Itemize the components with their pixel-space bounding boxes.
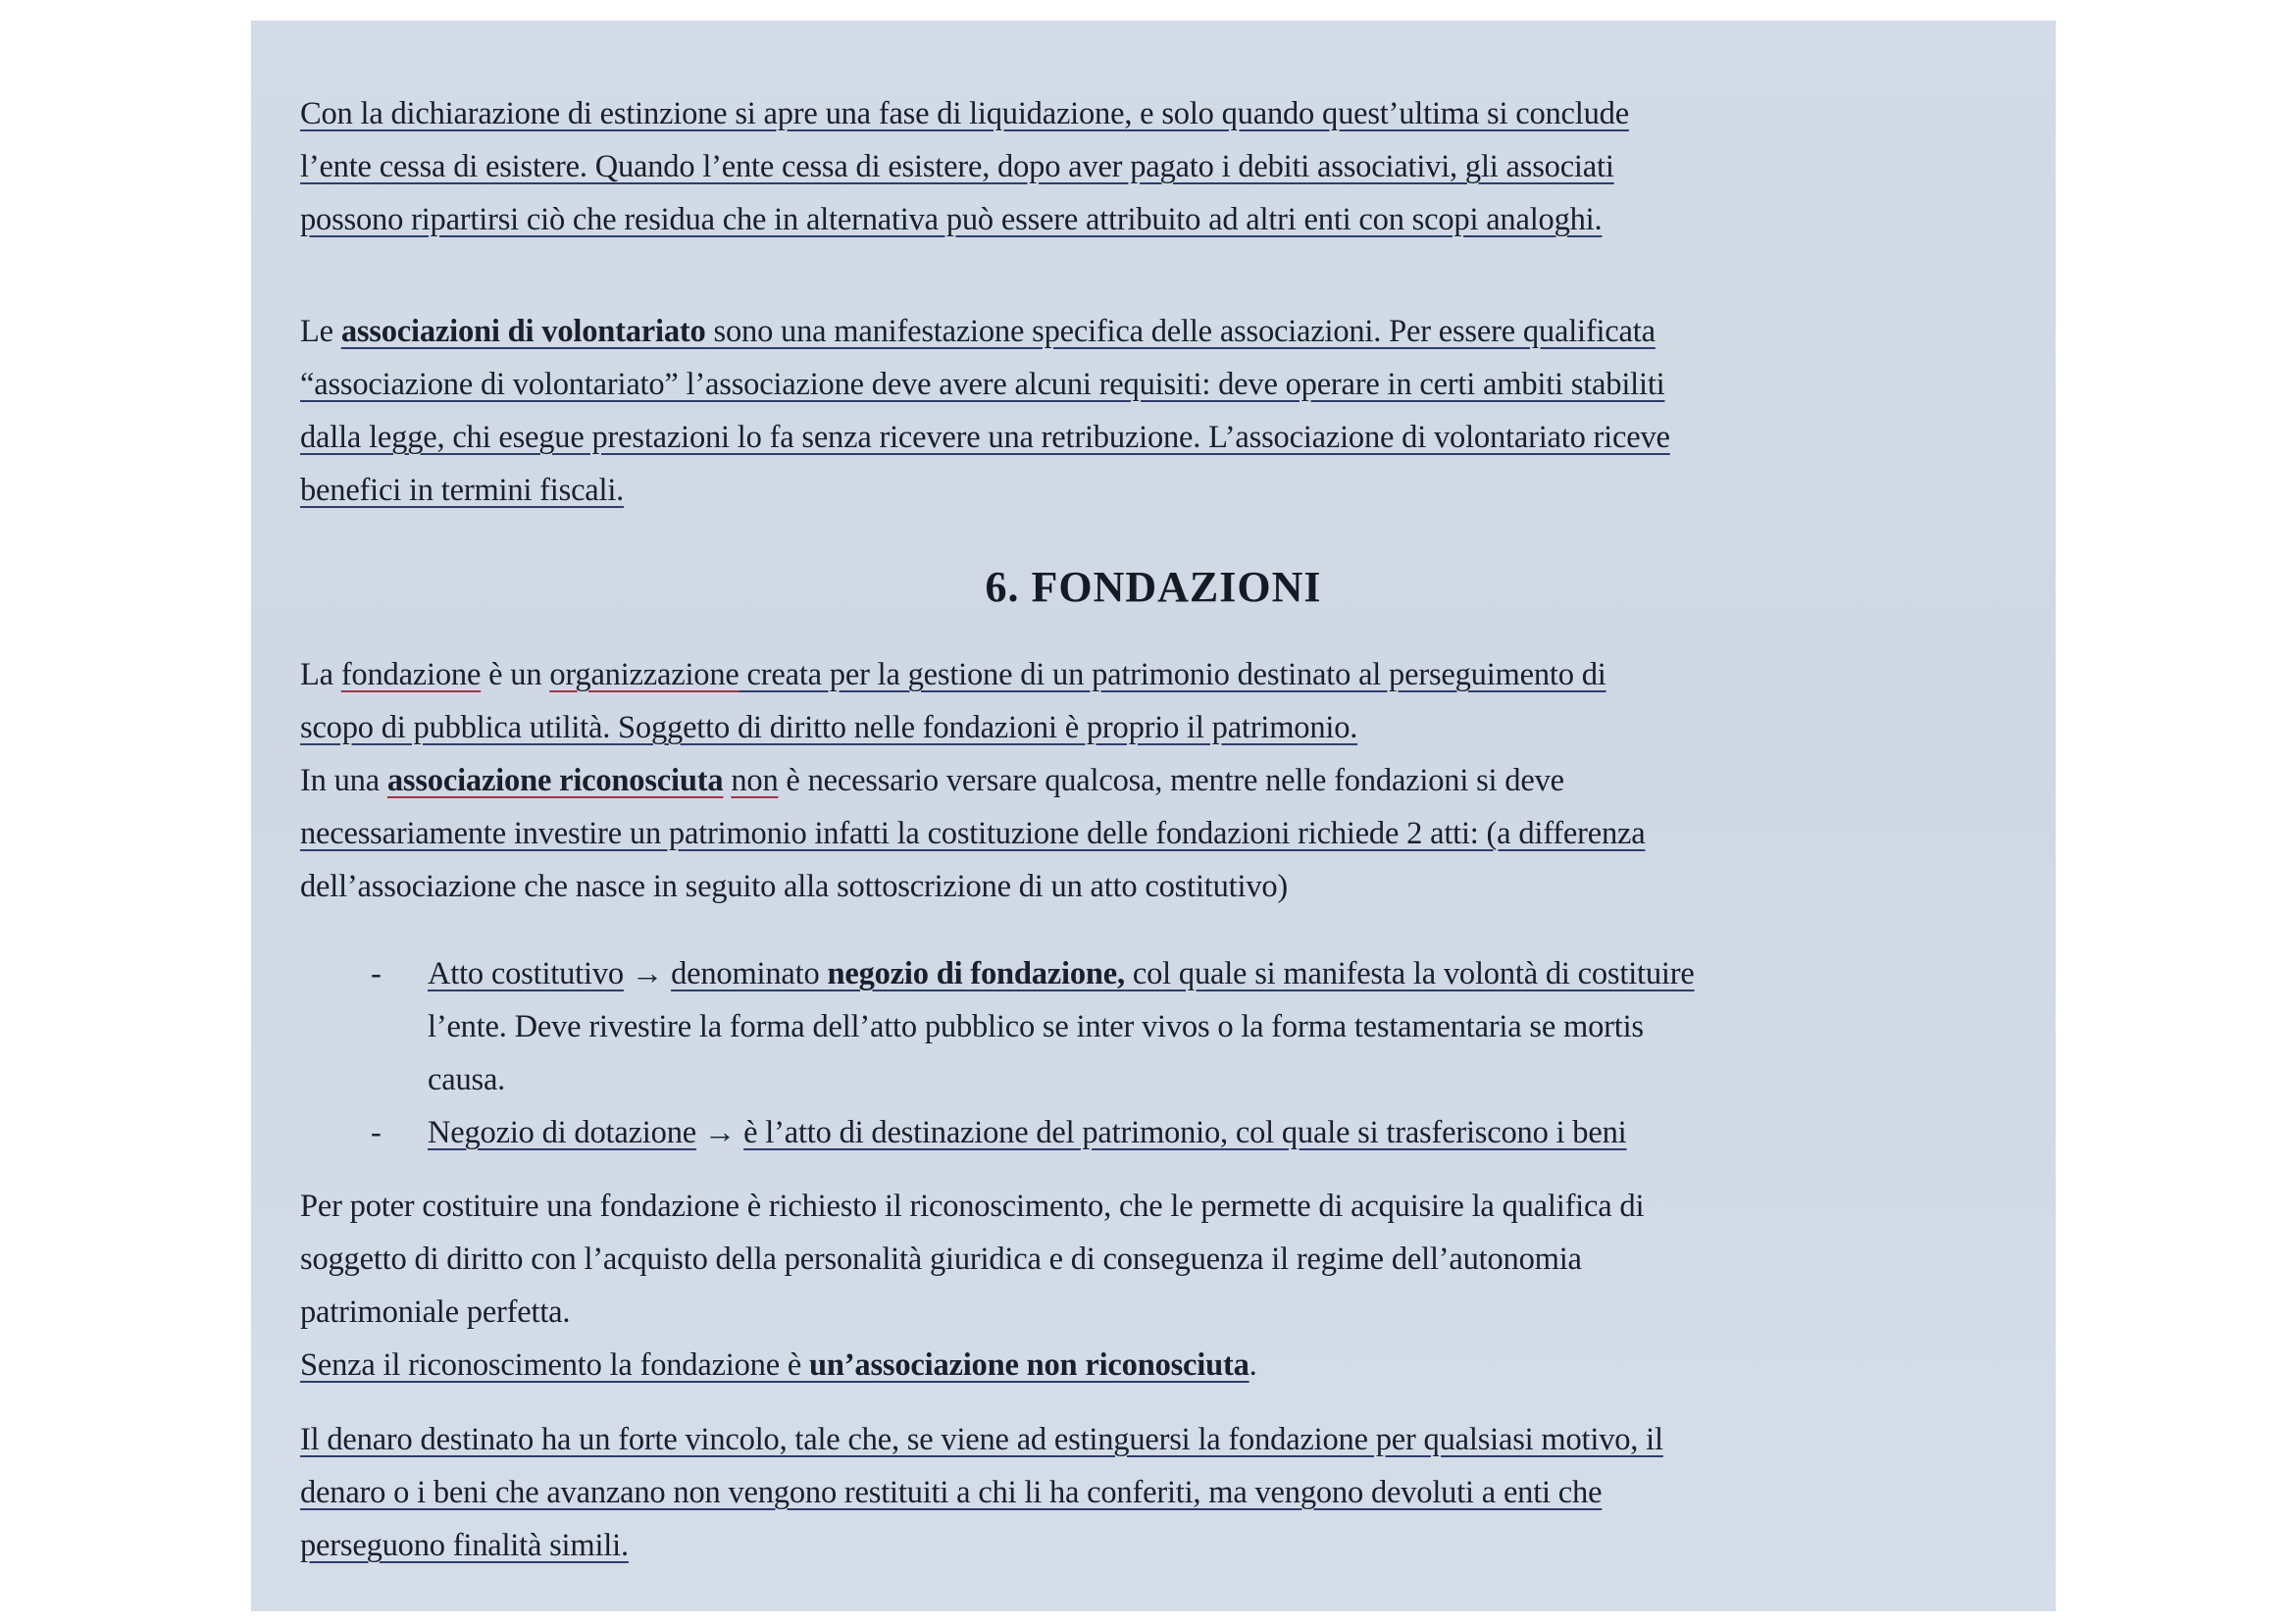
text-line: “associazione di volontariato” l’associazione deve avere alcuni requisiti: deve operare in certi ambiti stabiliti (300, 367, 1665, 402)
bold-term-associazioni-volontariato: associazioni di volontariato (340, 314, 706, 349)
text-line: Con la dichiarazione di estinzione si apre una fase di liquidazione, e solo quando quest’ultima si conclude (300, 96, 1629, 131)
bold-term-associazione-non-riconosciuta: un’associazione non riconosciuta (809, 1347, 1249, 1383)
paragraph-volontariato (300, 305, 2036, 517)
text-line: Per poter costituire una fondazione è richiesto il riconoscimento, che le permette di acquisire la qualifica di (300, 1189, 1645, 1224)
text-line: benefici in termini fiscali. (300, 473, 625, 508)
text-line: soggetto di diritto con l’acquisto della personalità giuridica e di conseguenza il regime dell’autonomia (300, 1242, 1582, 1277)
text-span: Senza il riconoscimento la fondazione è (300, 1347, 810, 1383)
text-span: è l’atto di destinazione del patrimonio, col quale si trasferiscono i beni (743, 1115, 1627, 1150)
text-span: Negozio di dotazione (428, 1115, 696, 1150)
scanned-page (251, 21, 2056, 1611)
underlined-term-non: non (731, 763, 779, 798)
text-line: necessariamente investire un patrimonio infatti la costituzione delle fondazioni richiede 2 atti: (a differenza (300, 816, 1646, 851)
list-item (300, 947, 2036, 1106)
text-line (300, 305, 2036, 358)
arrow-icon: → (695, 1115, 744, 1150)
arrow-icon: → (623, 956, 672, 991)
bold-term-associazione-riconosciuta: associazione riconosciuta (386, 763, 724, 798)
section-heading: 6. FONDAZIONI (985, 563, 1322, 611)
text-line: possono ripartirsi ciò che residua che in alternativa può essere attribuito ad altri enti con scopi analoghi. (300, 202, 1603, 237)
text-line: dell’associazione che nasce in seguito alla sottoscrizione di un atto costitutivo) (300, 869, 1289, 904)
text-line (300, 754, 2036, 807)
text-line: l’ente. Deve rivestire la forma dell’atto pubblico se inter vivos o la forma testamentaria se mortis (428, 1009, 1644, 1044)
text-span: denominato (671, 956, 828, 991)
text-span: Le (300, 314, 341, 349)
bold-term-negozio-fondazione: negozio di fondazione, (827, 956, 1125, 991)
text-span: . (1249, 1347, 1257, 1383)
text-line: l’ente cessa di esistere. Quando l’ente cessa di esistere, dopo aver pagato i debiti associativi, gli associati (300, 149, 1614, 184)
text-span: sono una manifestazione specifica delle associazioni. Per essere qualificata (705, 314, 1656, 349)
text-line (300, 648, 2036, 701)
text-line: Il denaro destinato ha un forte vincolo, tale che, se viene ad estinguersi la fondazione per qualsiasi motivo, il (300, 1422, 1663, 1457)
text-line (428, 1106, 2036, 1159)
underlined-term-organizzazione: organizzazione (549, 657, 739, 692)
text-line (300, 1339, 2036, 1392)
text-line: perseguono finalità simili. (300, 1528, 629, 1563)
text-span: Atto costitutivo (428, 956, 624, 991)
text-span: La (300, 657, 341, 692)
list-item (300, 1106, 2036, 1159)
text-span: è un (481, 657, 550, 692)
text-line: patrimoniale perfetta. (300, 1294, 571, 1330)
text-line: denaro o i beni che avanzano non vengono restituiti a chi li ha conferiti, ma vengono devoluti a enti che (300, 1475, 1603, 1510)
bullet-dash: - (371, 1115, 382, 1150)
underlined-term-fondazione: fondazione (340, 657, 482, 692)
text-span: col quale si manifesta la volontà di costituire (1124, 956, 1695, 991)
text-line: scopo di pubblica utilità. Soggetto di diritto nelle fondazioni è proprio il patrimonio. (300, 710, 1358, 745)
paragraph-liquidazione (300, 87, 2036, 246)
text-line: dalla legge, chi esegue prestazioni lo fa senza ricevere una retribuzione. L’associazione di volontariato riceve (300, 420, 1670, 455)
bullet-dash: - (371, 956, 382, 991)
text-line (428, 947, 2036, 1000)
paragraph-riconoscimento (300, 1180, 2036, 1392)
bullet-list (300, 947, 2036, 1159)
paragraph-fondazione-definizione (300, 648, 2036, 913)
text-span: In una (300, 763, 387, 798)
text-span: è necessario versare qualcosa, mentre nelle fondazioni si deve (778, 763, 1564, 798)
text-span: creata per la gestione di un patrimonio destinato al perseguimento di (739, 657, 1606, 692)
text-line: causa. (428, 1062, 506, 1097)
paragraph-denaro-vincolo (300, 1413, 2036, 1572)
